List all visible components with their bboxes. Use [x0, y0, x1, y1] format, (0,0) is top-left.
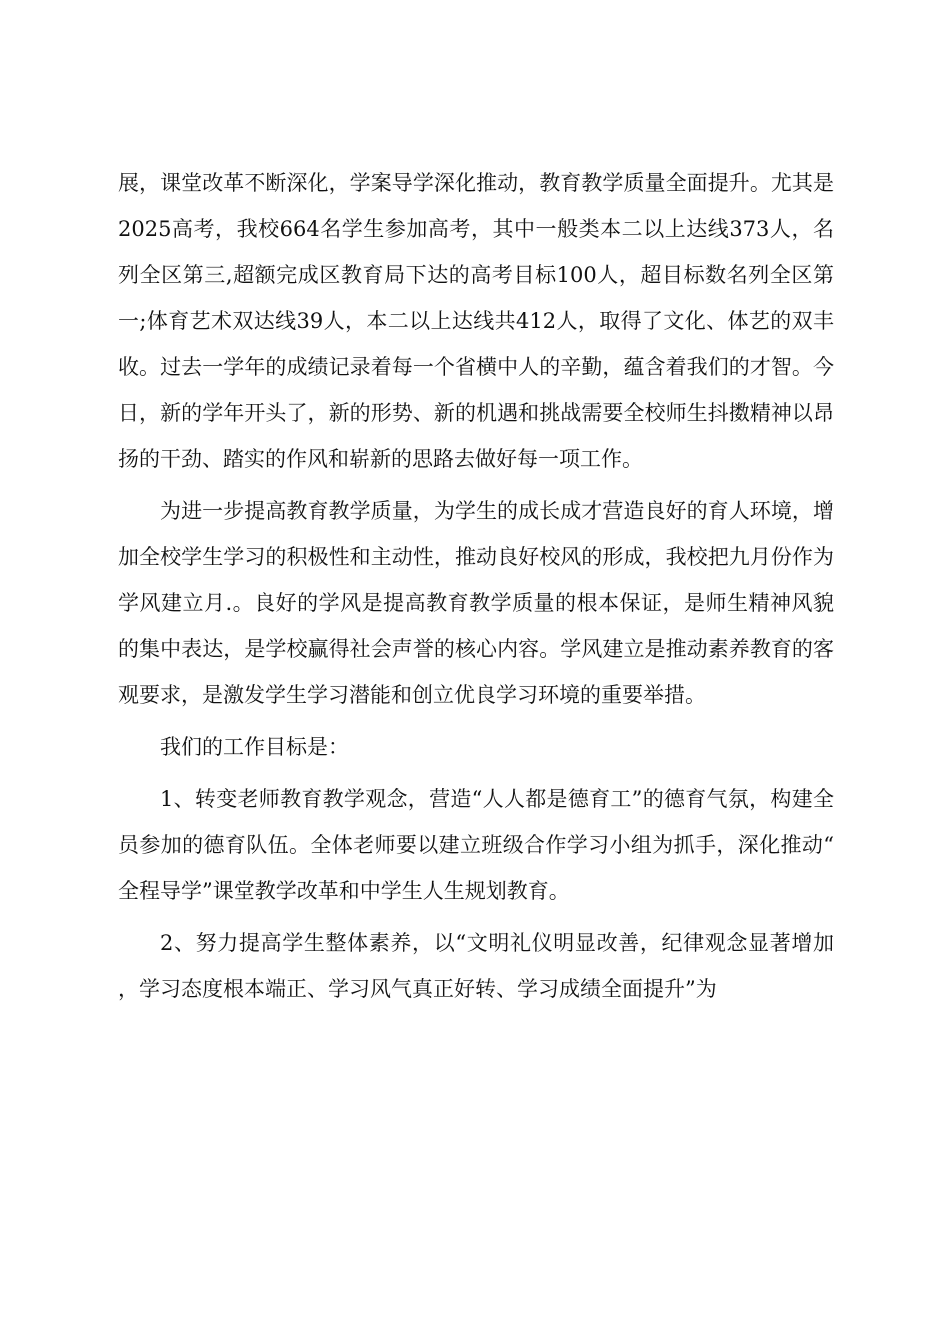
- paragraph-study-style-month: 为进一步提高教育教学质量，为学生的成长成才营造良好的育人环境，增加全校学生学习的积极性和主动性，推动良好校风的形成，我校把九月份作为学风建立月.。良好的学风是提高教育教学质量的根本保证，是师生精神风貌的集中表达，是学校赢得社会声誉的核心内容。学风建立是推动素养教育的客观要求，是激发学生学习潜能和创立优良学习环境的重要举措。: [118, 499, 834, 707]
- paragraph-goals-heading: 我们的工作目标是：: [160, 735, 349, 759]
- paragraph-goal-2: 2、努力提高学生整体素养，以“文明礼仪明显改善，纪律观念显著增加，学习态度根本端正、学习风气真正好转、学习成绩全面提升”为: [118, 931, 834, 1001]
- paragraph-continuation: 展，课堂改革不断深化，学案导学深化推动，教育教学质量全面提升。尤其是2025高考，我校664名学生参加高考，其中一般类本二以上达线373人，名列全区第三,超额完成区教育局下达的高考目标100人，超目标数名列全区第一;体育艺术双达线39人，本二以上达线共412人，取得了文化、体艺的双丰收。过去一学年的成绩记录着每一个省横中人的辛勤，蕴含着我们的才智。今日，新的学年开头了，新的形势、新的机遇和挑战需要全校师生抖擞精神以昂扬的干劲、踏实的作风和崭新的思路去做好每一项工作。: [118, 171, 834, 471]
- paragraph-goal-1: 1、转变老师教育教学观念，营造“人人都是德育工”的德育气氛，构建全员参加的德育队伍。全体老师要以建立班级合作学习小组为抓手，深化推动“全程导学”课堂教学改革和中学生人生规划教育。: [118, 787, 834, 903]
- document-body: [118, 160, 834, 1012]
